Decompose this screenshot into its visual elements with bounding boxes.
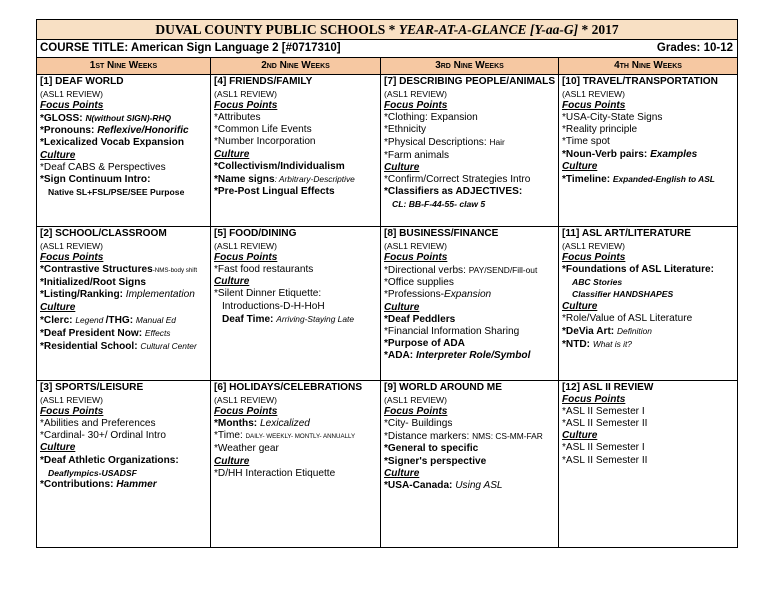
topic-line: [562, 276, 735, 288]
text-run: *Time:: [214, 430, 246, 442]
text-run: *Deaf President Now:: [40, 327, 145, 339]
text-run: Deaflympics-USADSF: [48, 467, 137, 478]
section-heading: [384, 406, 556, 418]
text-run: *Ethnicity: [384, 124, 427, 136]
text-run: (ASL1 REVIEW): [40, 241, 104, 252]
text-run: *D/HH Interaction Etiquette: [214, 467, 336, 479]
unit-cell: [559, 75, 737, 226]
text-run: Manual Ed: [135, 314, 176, 325]
topic-line: [562, 406, 735, 418]
unit-cell: [381, 381, 559, 547]
text-run: *DeVia Art:: [562, 325, 617, 337]
section-heading: [40, 100, 208, 112]
unit-cell: [37, 381, 211, 547]
text-run: Culture: [562, 160, 598, 172]
text-run: *Professions-: [384, 289, 445, 301]
text-run: (ASL1 REVIEW): [384, 241, 448, 252]
text-run: Focus Points: [562, 252, 626, 264]
text-run: *Distance markers:: [384, 431, 473, 443]
section-heading: [384, 100, 556, 112]
text-run: Focus Points: [214, 406, 278, 418]
topic-line: [562, 264, 735, 276]
section-heading: [214, 100, 378, 112]
text-run: *Clerc:: [40, 314, 76, 326]
section-heading: [562, 430, 735, 442]
text-run: (ASL1 REVIEW): [40, 395, 104, 406]
text-run: *Confirm/Correct Strategies Intro: [384, 173, 531, 185]
text-run: *Months:: [214, 418, 260, 430]
topic-line: [562, 338, 735, 351]
text-run: *USA-City-State Signs: [562, 112, 663, 124]
text-run: *ADA:: [384, 349, 416, 361]
text-run: Culture: [562, 300, 598, 312]
text-run: Expanded-English to ASL: [612, 173, 715, 184]
topic-line: [40, 314, 208, 327]
topic-line: [562, 149, 735, 161]
unit-cell: [381, 75, 559, 226]
topic-line: [562, 442, 735, 454]
section-heading: [384, 302, 556, 314]
text-run: Culture: [40, 301, 76, 313]
quarter-header-row: [37, 58, 737, 75]
text-run: Focus Points: [40, 406, 104, 418]
topic-line: [384, 314, 556, 326]
text-run: *Signer's perspective: [384, 455, 487, 467]
topic-line: [562, 313, 735, 325]
section-heading: [40, 302, 208, 314]
topic-line: [214, 468, 378, 480]
text-run: *Abilities and Preferences: [40, 418, 156, 430]
text-run: Lexicalized: [259, 418, 310, 430]
section-heading: [562, 100, 735, 112]
text-run: *Reality principle: [562, 124, 638, 136]
text-run: *ASL II Semester II: [562, 418, 648, 430]
topic-line: [562, 112, 735, 124]
year-at-a-glance-table: [36, 19, 738, 548]
topic-line: [40, 125, 208, 137]
section-heading: [40, 252, 208, 264]
unit-cell: [37, 227, 211, 380]
unit-title: [3] SPORTS/LEISURE: [40, 382, 144, 393]
title-tail: * 2017: [578, 22, 619, 37]
text-run: *Time spot: [562, 136, 610, 148]
topic-line: [214, 394, 378, 406]
quarter-header: 4th Nine Weeks: [614, 60, 682, 71]
text-run: *Farm animals: [384, 149, 450, 161]
topic-line: [384, 277, 556, 289]
section-heading: [384, 162, 556, 174]
topic-line: [384, 264, 556, 277]
topic-line: [214, 418, 378, 430]
text-run: Culture: [40, 149, 76, 161]
text-run: Culture: [384, 467, 420, 479]
topic-line: [384, 88, 556, 100]
text-run: *Timeline:: [562, 173, 613, 185]
text-run: Effects: [144, 327, 171, 338]
topic-line: [40, 277, 208, 289]
topic-line: [214, 264, 378, 276]
text-run: Culture: [40, 442, 76, 454]
unit-cell: [211, 227, 381, 380]
topic-line: [40, 340, 208, 353]
text-run: Culture: [214, 276, 250, 288]
unit-cell: [381, 227, 559, 380]
topic-line: [214, 173, 378, 186]
topic-line: [214, 430, 378, 443]
topic-line: [214, 288, 378, 300]
unit-title: [11] ASL ART/LITERATURE: [562, 228, 691, 239]
text-run: *Pre-Post Lingual Effects: [214, 185, 335, 197]
quarter-header: 2nd Nine Weeks: [211, 58, 381, 74]
unit-row: [37, 75, 737, 227]
text-run: : Arbitrary-Descriptive: [274, 173, 355, 184]
topic-line: [40, 264, 208, 277]
topic-line: [214, 112, 378, 124]
topic-line: [40, 88, 208, 100]
text-run: *Noun-Verb pairs:: [562, 148, 651, 160]
text-run: Focus Points: [562, 100, 626, 112]
text-run: *ASL II Semester I: [562, 406, 645, 418]
text-run: Hammer: [116, 478, 157, 490]
text-run: Focus Points: [40, 252, 104, 264]
text-run: Definition: [616, 325, 652, 336]
topic-line: [40, 418, 208, 430]
unit-title: [2] SCHOOL/CLASSROOM: [40, 228, 167, 239]
section-heading: [214, 406, 378, 418]
unit-title: [8] BUSINESS/FINANCE: [384, 228, 499, 239]
topic-line: [214, 136, 378, 148]
text-run: *Fast food restaurants: [214, 264, 314, 276]
text-run: *Lexicalized Vocab Expansion: [40, 137, 184, 149]
topic-line: [40, 240, 208, 252]
text-run: Focus Points: [214, 252, 278, 264]
text-run: Arriving-Staying Late: [276, 313, 354, 324]
topic-line: [384, 198, 556, 210]
topic-line: [562, 136, 735, 148]
unit-cell: [37, 75, 211, 226]
text-run: *ASL II Semester II: [562, 454, 648, 466]
topic-line: [384, 326, 556, 338]
topic-line: [214, 124, 378, 136]
topic-line: [40, 394, 208, 406]
section-heading: [562, 394, 735, 406]
topic-line: [40, 162, 208, 174]
unit-title: [6] HOLIDAYS/CELEBRATIONS: [214, 382, 363, 393]
topic-line: [562, 288, 735, 300]
text-run: Focus Points: [40, 100, 104, 112]
text-run: N(without SIGN)-RHQ: [85, 113, 172, 124]
text-run: -NMS-body shift: [152, 267, 198, 275]
unit-title: [5] FOOD/DINING: [214, 228, 297, 239]
text-run: Culture: [214, 455, 250, 467]
text-run: Focus Points: [562, 394, 626, 406]
section-heading: [384, 252, 556, 264]
course-title: COURSE TITLE: American Sign Language 2 [#0717310]: [40, 42, 341, 54]
topic-line: [384, 480, 556, 492]
topic-line: [562, 88, 735, 100]
text-run: *ASL II Semester I: [562, 442, 645, 454]
text-run: *GLOSS:: [40, 113, 86, 125]
text-run: Reflexive/Honorific: [97, 125, 189, 137]
text-run: *Sign Continuum Intro:: [40, 173, 151, 185]
quarter-header: 3rd Nine Weeks: [381, 58, 559, 74]
topic-line: [384, 186, 556, 198]
text-run: *Collectivism/Individualism: [214, 160, 345, 172]
topic-line: [384, 418, 556, 430]
unit-title: [10] TRAVEL/TRANSPORTATION: [562, 76, 718, 87]
text-run: *Attributes: [214, 112, 261, 124]
text-run: *Foundations of ASL Literature:: [562, 264, 714, 276]
section-heading: [562, 252, 735, 264]
section-heading: [40, 150, 208, 162]
topic-line: [562, 325, 735, 338]
quarter-header: 1st Nine Weeks: [37, 58, 211, 74]
text-run: *Residential School:: [40, 340, 141, 352]
text-run: *Common Life Events: [214, 124, 312, 136]
text-run: (ASL1 REVIEW): [214, 89, 278, 100]
text-run: *City- Buildings: [384, 418, 453, 430]
topic-line: [214, 88, 378, 100]
topic-line: [40, 455, 208, 467]
text-run: *Deaf CABS & Perspectives: [40, 161, 166, 173]
text-run: CL: BB-F-44-55- claw 5: [392, 198, 486, 209]
topic-line: [214, 186, 378, 198]
topic-line: [384, 174, 556, 186]
text-run: *Purpose of ADA: [384, 337, 465, 349]
unit-row: [37, 227, 737, 381]
text-run: *Silent Dinner Etiquette:: [214, 288, 322, 300]
text-run: PAY/SEND/Fill-out: [468, 265, 538, 276]
text-run: DAILY- WEEKLY- MONTLY- ANNUALLY: [245, 433, 356, 441]
topic-line: [214, 240, 378, 252]
topic-line: [384, 136, 556, 149]
text-run: Culture: [214, 148, 250, 160]
document-title: [37, 20, 737, 40]
text-run: Focus Points: [384, 252, 448, 264]
topic-line: [214, 443, 378, 455]
text-run: *Number Incorporation: [214, 136, 316, 148]
text-run: Culture: [384, 301, 420, 313]
topic-line: [562, 173, 735, 186]
section-heading: [40, 406, 208, 418]
text-run: *Classifiers as ADJECTIVES:: [384, 185, 523, 197]
text-run: (ASL1 REVIEW): [214, 395, 278, 406]
section-heading: [40, 442, 208, 454]
section-heading: [384, 468, 556, 480]
text-run: *Office supplies: [384, 277, 454, 289]
topic-line: [40, 174, 208, 186]
unit-cell: [559, 381, 737, 547]
text-run: What is it?: [592, 338, 632, 349]
topic-line: [384, 443, 556, 455]
text-run: Introductions-D-H-HoH: [222, 300, 325, 312]
unit-title: [1] DEAF WORLD: [40, 76, 124, 87]
topic-line: [40, 430, 208, 442]
topic-line: [384, 124, 556, 136]
text-run: Classifier HANDSHAPES: [572, 289, 674, 300]
topic-line: [384, 456, 556, 468]
text-run: Focus Points: [214, 100, 278, 112]
text-run: *Weather gear: [214, 443, 279, 455]
text-run: Focus Points: [384, 406, 448, 418]
unit-row: [37, 381, 737, 547]
topic-line: [562, 455, 735, 467]
text-run: /THG:: [105, 314, 136, 326]
text-run: Cultural Center: [140, 340, 197, 351]
text-run: Implementation: [125, 289, 195, 301]
text-run: *NTD:: [562, 338, 593, 350]
title-main: DUVAL COUNTY PUBLIC SCHOOLS *: [155, 22, 399, 37]
topic-line: [384, 394, 556, 406]
text-run: Examples: [650, 148, 698, 160]
topic-line: [40, 137, 208, 149]
text-run: Using ASL: [455, 479, 503, 491]
text-run: *USA-Canada:: [384, 479, 456, 491]
unit-title: [9] WORLD AROUND ME: [384, 382, 502, 393]
text-run: *Cardinal- 30+/ Ordinal Intro: [40, 430, 166, 442]
text-run: *Deaf Athletic Organizations:: [40, 454, 179, 466]
unit-cell: [559, 227, 737, 380]
topic-line: [40, 479, 208, 491]
section-heading: [562, 301, 735, 313]
text-run: *Deaf Peddlers: [384, 313, 456, 325]
topic-line: [40, 327, 208, 340]
unit-title: [12] ASL II REVIEW: [562, 382, 654, 393]
text-run: (ASL1 REVIEW): [214, 241, 278, 252]
topic-line: [40, 112, 208, 125]
text-run: Focus Points: [384, 100, 448, 112]
section-heading: [562, 161, 735, 173]
text-run: (ASL1 REVIEW): [384, 395, 448, 406]
unit-cell: [211, 75, 381, 226]
unit-cell: [211, 381, 381, 547]
topic-line: [562, 124, 735, 136]
text-run: Legend: [75, 314, 106, 325]
text-run: *Contributions:: [40, 478, 117, 490]
text-run: *Financial Information Sharing: [384, 325, 520, 337]
text-run: (ASL1 REVIEW): [562, 89, 626, 100]
text-run: Expansion: [444, 289, 492, 301]
text-run: *Pronouns:: [40, 125, 98, 137]
topic-line: [384, 350, 556, 362]
text-run: (ASL1 REVIEW): [384, 89, 448, 100]
section-heading: [214, 276, 378, 288]
text-run: Deaf Time:: [222, 313, 277, 325]
topic-line: [562, 240, 735, 252]
topic-line: [214, 161, 378, 173]
text-run: (ASL1 REVIEW): [562, 241, 626, 252]
text-run: *Initialized/Root Signs: [40, 277, 146, 289]
text-run: *Name signs: [214, 173, 275, 185]
topic-line: [562, 418, 735, 430]
topic-line: [384, 150, 556, 162]
text-run: *Clothing: Expansion: [384, 112, 478, 124]
topic-line: [384, 240, 556, 252]
grades-label: Grades: 10-12: [656, 42, 733, 54]
topic-line: [214, 301, 378, 313]
text-run: *Role/Value of ASL Literature: [562, 312, 693, 324]
text-run: (ASL1 REVIEW): [40, 89, 104, 100]
topic-line: [384, 289, 556, 301]
topic-line: [384, 338, 556, 350]
unit-title: [4] FRIENDS/FAMILY: [214, 76, 313, 87]
text-run: *Physical Descriptions:: [384, 137, 490, 149]
topic-line: [384, 430, 556, 443]
text-run: *Directional verbs:: [384, 265, 469, 277]
text-run: Hair: [489, 137, 505, 148]
text-run: *Contrastive Structures: [40, 264, 153, 276]
text-run: Native SL+FSL/PSE/SEE Purpose: [48, 186, 185, 197]
topic-line: [384, 112, 556, 124]
topic-line: [40, 467, 208, 479]
topic-line: [40, 289, 208, 301]
section-heading: [214, 456, 378, 468]
title-italic: YEAR-AT-A-GLANCE [Y-aa-G]: [398, 22, 579, 37]
course-row: [37, 40, 737, 58]
text-run: *Listing/Ranking:: [40, 289, 126, 301]
text-run: *General to specific: [384, 443, 479, 455]
topic-line: [40, 186, 208, 198]
text-run: ABC Stories: [572, 277, 623, 288]
unit-title: [7] DESCRIBING PEOPLE/ANIMALS: [384, 76, 556, 87]
text-run: Culture: [562, 430, 598, 442]
text-run: Interpreter Role/Symbol: [415, 349, 531, 361]
section-heading: [214, 149, 378, 161]
topic-line: [214, 313, 378, 326]
text-run: NMS: CS-MM-FAR: [472, 431, 543, 442]
section-heading: [214, 252, 378, 264]
text-run: Culture: [384, 161, 420, 173]
